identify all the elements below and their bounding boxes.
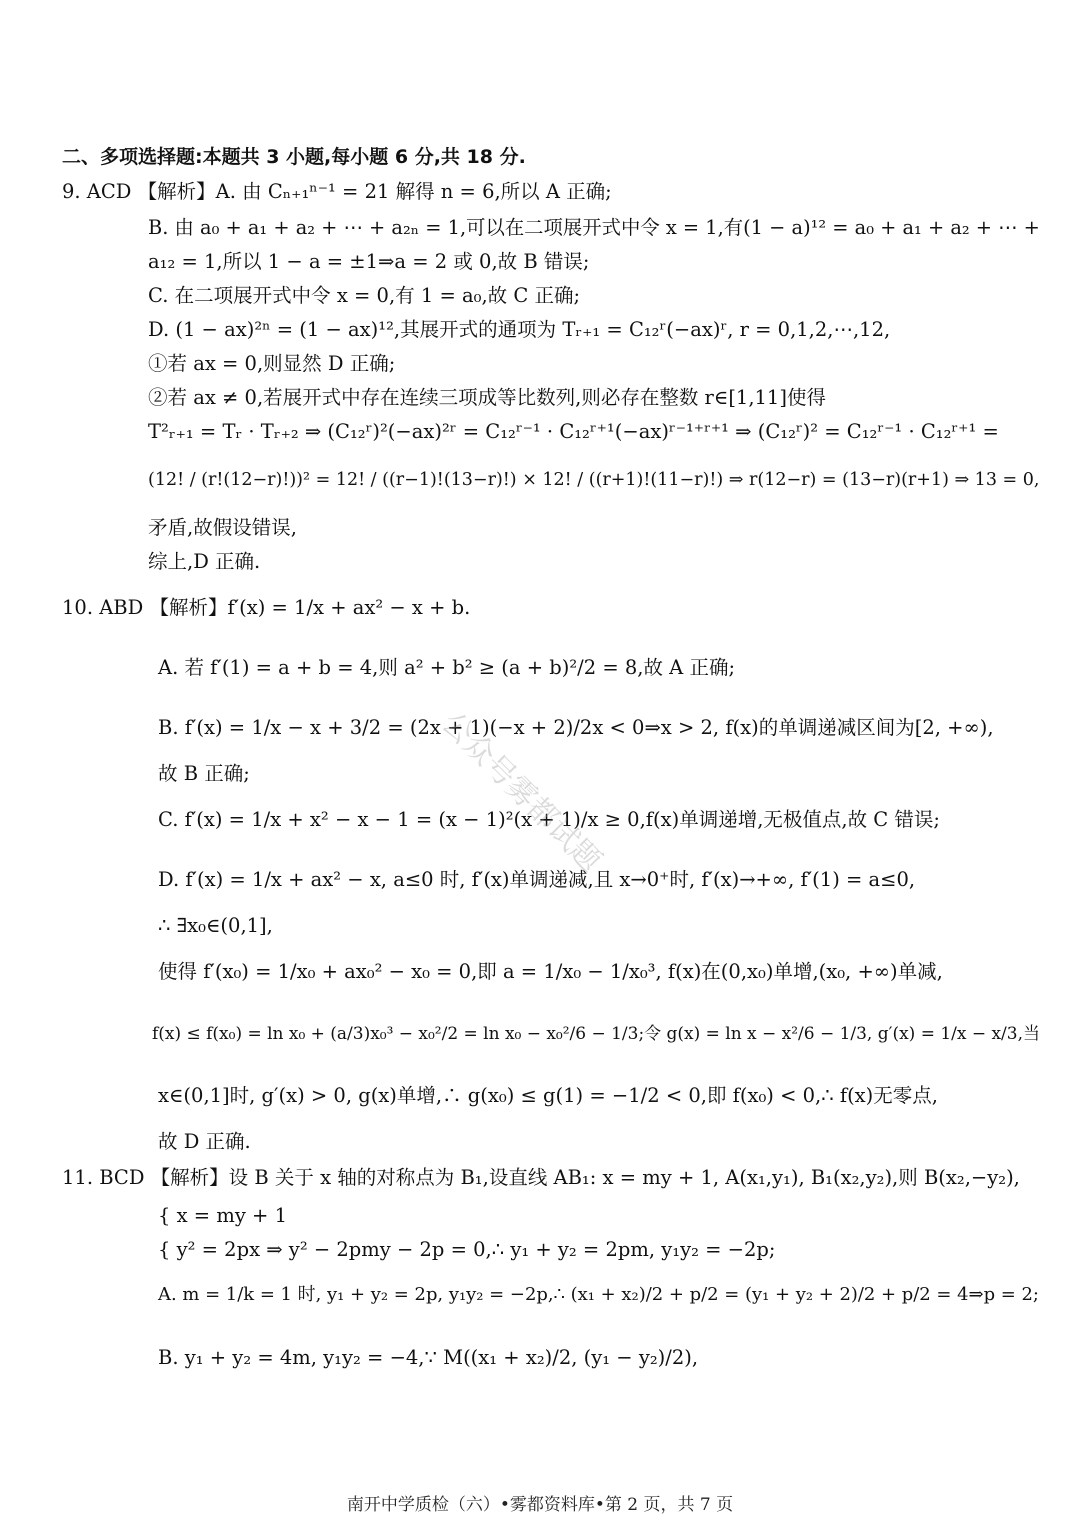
solution-line: D. f′(x) = 1/x + ax² − x, a≤0 时, f′(x)单调递减,且 x→0⁺时, f′(x)→+∞, f′(1) = a≤0, xyxy=(158,868,916,891)
solution-line: ①若 ax = 0,则显然 D 正确; xyxy=(148,352,396,375)
solution-line: 使得 f′(x₀) = 1/x₀ + ax₀² − x₀ = 0,即 a = 1/x₀ − 1/x₀³, f(x)在(0,x₀)单增,(x₀, +∞)单减, xyxy=(158,960,943,983)
solution-line: x∈(0,1]时, g′(x) > 0, g(x)单增,∴ g(x₀) ≤ g(1) = −1/2 < 0,即 f(x₀) < 0,∴ f(x)无零点, xyxy=(158,1084,938,1107)
solution-line: f(x) ≤ f(x₀) = ln x₀ + (a/3)x₀³ − x₀²/2 = ln x₀ − x₀²/6 − 1/3;令 g(x) = ln x − x²/6 − 1/3, g′(x) = 1/x − x/3,当 xyxy=(152,1024,1040,1044)
solution-line: D. (1 − ax)²ⁿ = (1 − ax)¹²,其展开式的通项为 Tᵣ₊₁ = C₁₂ʳ(−ax)ʳ, r = 0,1,2,⋯,12, xyxy=(148,318,891,341)
solution-line: a₁₂ = 1,所以 1 − a = ±1⇒a = 2 或 0,故 B 错误; xyxy=(148,250,590,273)
solution-line: B. y₁ + y₂ = 4m, y₁y₂ = −4,∵ M((x₁ + x₂)/2, (y₁ − y₂)/2), xyxy=(158,1346,699,1369)
solution-line: A. m = 1/k = 1 时, y₁ + y₂ = 2p, y₁y₂ = −2p,∴ (x₁ + x₂)/2 + p/2 = (y₁ + y₂ + 2)/2 + p/2 = 4⇒p = 2; xyxy=(158,1284,1039,1305)
page-footer: 南开中学质检（六）•雾都资料库•第 2 页，共 7 页 xyxy=(346,1495,734,1515)
solution-line: { x = my + 1 xyxy=(158,1204,287,1227)
solution-line: C. f′(x) = 1/x + x² − x − 1 = (x − 1)²(x + 1)/x ≥ 0,f(x)单调递增,无极值点,故 C 错误; xyxy=(158,808,940,831)
section-header: 二、多项选择题:本题共 3 小题,每小题 6 分,共 18 分. xyxy=(62,146,526,168)
solution-line: 故 D 正确. xyxy=(158,1130,251,1153)
solution-line: 故 B 正确; xyxy=(158,762,250,785)
solution-line: B. 由 a₀ + a₁ + a₂ + ⋯ + a₂ₙ = 1,可以在二项展开式中令 x = 1,有(1 − a)¹² = a₀ + a₁ + a₂ + ⋯ + xyxy=(148,216,1040,239)
solution-line: { y² = 2px ⇒ y² − 2pmy − 2p = 0,∴ y₁ + y₂ = 2pm, y₁y₂ = −2p; xyxy=(158,1238,776,1261)
solution-line: 矛盾,故假设错误, xyxy=(148,516,297,539)
solution-line: ②若 ax ≠ 0,若展开式中存在连续三项成等比数列,则必存在整数 r∈[1,11]使得 xyxy=(148,386,826,409)
solution-line: B. f′(x) = 1/x − x + 3/2 = (2x + 1)(−x + 2)/2x < 0⇒x > 2, f(x)的单调递减区间为[2, +∞), xyxy=(158,716,994,739)
solution-line: 9. ACD 【解析】A. 由 Cₙ₊₁ⁿ⁻¹ = 21 解得 n = 6,所以 A 正确; xyxy=(62,180,612,203)
solution-line: 综上,D 正确. xyxy=(148,550,261,573)
solution-line: 11. BCD 【解析】设 B 关于 x 轴的对称点为 B₁,设直线 AB₁: x = my + 1, A(x₁,y₁), B₁(x₂,y₂),则 B(x₂,−y₂), xyxy=(62,1166,1020,1189)
solution-line: C. 在二项展开式中令 x = 0,有 1 = a₀,故 C 正确; xyxy=(148,284,581,307)
solution-line: T²ᵣ₊₁ = Tᵣ · Tᵣ₊₂ ⇒ (C₁₂ʳ)²(−ax)²ʳ = C₁₂ʳ⁻¹ · C₁₂ʳ⁺¹(−ax)ʳ⁻¹⁺ʳ⁺¹ ⇒ (C₁₂ʳ)² = C₁₂ʳ⁻¹ · C₁₂ʳ⁺¹ = xyxy=(148,420,999,443)
solution-line: ∴ ∃x₀∈(0,1], xyxy=(158,914,273,937)
solution-line: 10. ABD 【解析】f′(x) = 1/x + ax² − x + b. xyxy=(62,596,471,619)
solution-line: (12! / (r!(12−r)!))² = 12! / ((r−1)!(13−r)!) × 12! / ((r+1)!(11−r)!) ⇒ r(12−r) = (13−r)(r+1) ⇒ 13 = 0, xyxy=(148,470,1040,490)
solution-line: A. 若 f′(1) = a + b = 4,则 a² + b² ≥ (a + b)²/2 = 8,故 A 正确; xyxy=(158,656,736,679)
watermark: 公众号雾都试题 xyxy=(434,705,608,879)
